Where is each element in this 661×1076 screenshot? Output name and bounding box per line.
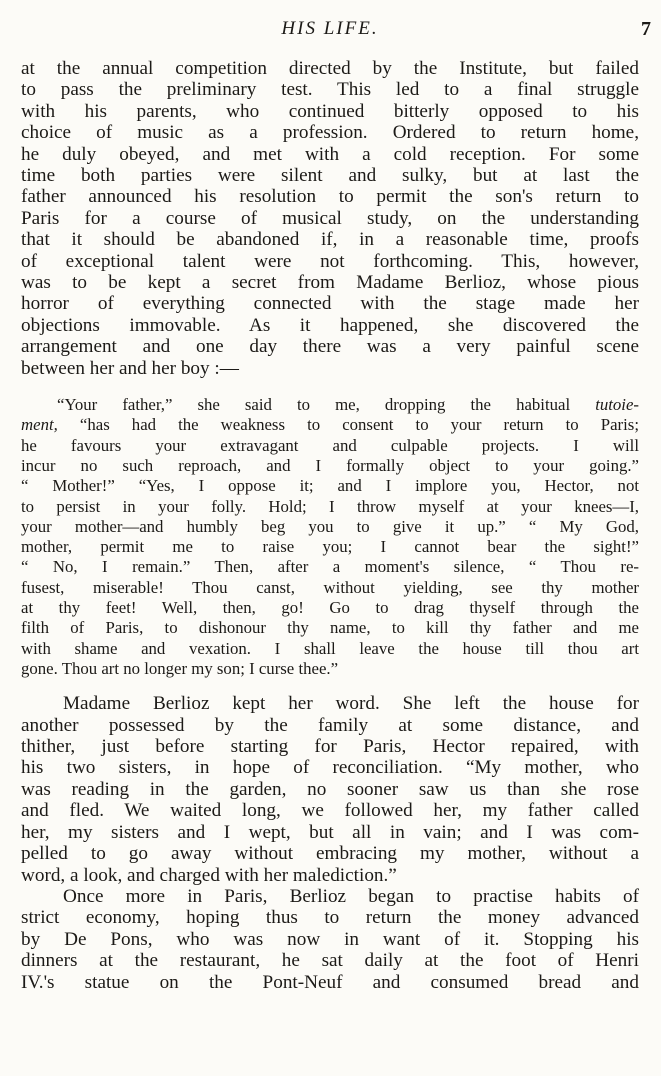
italic-term: tutoie-	[595, 395, 639, 415]
quote-line	[21, 395, 639, 415]
text-line: to pass the preliminary test. This led to a final struggle	[21, 79, 639, 101]
text-line: of exceptional talent were not forthcoming. This, however,	[21, 250, 639, 272]
quote-line: mother, permit me to raise you; I cannot bear the sight!”	[21, 537, 639, 557]
text-line: IV.'s statue on the Pont-Neuf and consumed bread and	[21, 971, 639, 993]
page-number: 7	[641, 18, 651, 40]
text-line: was to be kept a secret from Madame Berlioz, whose pious	[21, 272, 639, 294]
text-line: another possessed by the family at some distance, and	[21, 714, 639, 736]
quote-line: at thy feet! Well, then, go! Go to drag thyself through the	[21, 598, 639, 618]
paragraph-2	[21, 693, 639, 886]
text-line: Paris for a course of musical study, on the understanding	[21, 207, 639, 229]
quote-line: your mother—and humbly beg you to give it up.” “ My God,	[21, 516, 639, 536]
quote-line: “ No, I remain.” Then, after a moment's silence, “ Thou re-	[21, 557, 639, 577]
text-line: that it should be abandoned if, in a reasonable time, proofs	[21, 229, 639, 251]
text-line: father announced his resolution to permit the son's return to	[21, 186, 639, 208]
running-head: HIS LIFE.	[281, 18, 379, 39]
quote-line: he favours your extravagant and culpable projects. I will	[21, 435, 639, 455]
quote-line: incur no such reproach, and I formally object to your going.”	[21, 455, 639, 475]
text-line: by De Pons, who was now in want of it. Stopping his	[21, 928, 639, 950]
text-line: word, a look, and charged with her malediction.”	[21, 864, 397, 886]
text-line: pelled to go away without embracing my mother, without a	[21, 843, 639, 865]
text-line: time both parties were silent and sulky, but at last the	[21, 165, 639, 187]
quote-text: “has had the weakness to consent to your return to Paris;	[57, 415, 639, 435]
italic-term: ment,	[21, 415, 58, 435]
quote-line: to persist in your folly. Hold; I throw myself at your knees—I,	[21, 496, 639, 516]
text-line: Madame Berlioz kept her word. She left the house for	[63, 693, 639, 715]
paragraph-1	[21, 58, 639, 379]
quote-text: “Your father,” she said to me, dropping the habitual	[57, 395, 596, 415]
text-line: and fled. We waited long, we followed her, my father called	[21, 800, 639, 822]
paragraph-3	[21, 886, 639, 993]
text-line: thither, just before starting for Paris, Hector repaired, with	[21, 736, 639, 758]
quote-line: with shame and vexation. I shall leave the house till thou art	[21, 638, 639, 658]
text-line: choice of music as a profession. Ordered to return home,	[21, 122, 639, 144]
text-line: objections immovable. As it happened, she discovered the	[21, 314, 639, 336]
text-line: strict economy, hoping thus to return the money advanced	[21, 907, 639, 929]
quote-line: fusest, miserable! Thou canst, without yielding, see thy mother	[21, 577, 639, 597]
text-line: his two sisters, in hope of reconciliation. “My mother, who	[21, 757, 639, 779]
quote-line	[21, 415, 639, 435]
book-page	[21, 14, 651, 993]
text-line: was reading in the garden, no sooner saw us than she rose	[21, 778, 639, 800]
quote-line: gone. Thou art no longer my son; I curse thee.”	[21, 658, 339, 678]
text-line: at the annual competition directed by the Institute, but failed	[21, 58, 639, 79]
quote-line: “ Mother!” “Yes, I oppose it; and I implore you, Hector, not	[21, 476, 639, 496]
text-line: her, my sisters and I wept, but all in vain; and I was com-	[21, 821, 639, 843]
text-line: with his parents, who continued bitterly opposed to his	[21, 100, 639, 122]
text-line: dinners at the restaurant, he sat daily at the foot of Henri	[21, 950, 639, 972]
block-quote	[21, 395, 639, 679]
text-line: he duly obeyed, and met with a cold reception. For some	[21, 143, 639, 165]
text-line: Once more in Paris, Berlioz began to practise habits of	[63, 885, 639, 907]
quote-line: filth of Paris, to dishonour thy name, to kill thy father and me	[21, 618, 639, 638]
text-line: arrangement and one day there was a very painful scene	[21, 336, 639, 358]
page-header	[21, 14, 651, 44]
text-line: horror of everything connected with the stage made her	[21, 293, 639, 315]
text-line: between her and her boy :—	[21, 357, 239, 379]
